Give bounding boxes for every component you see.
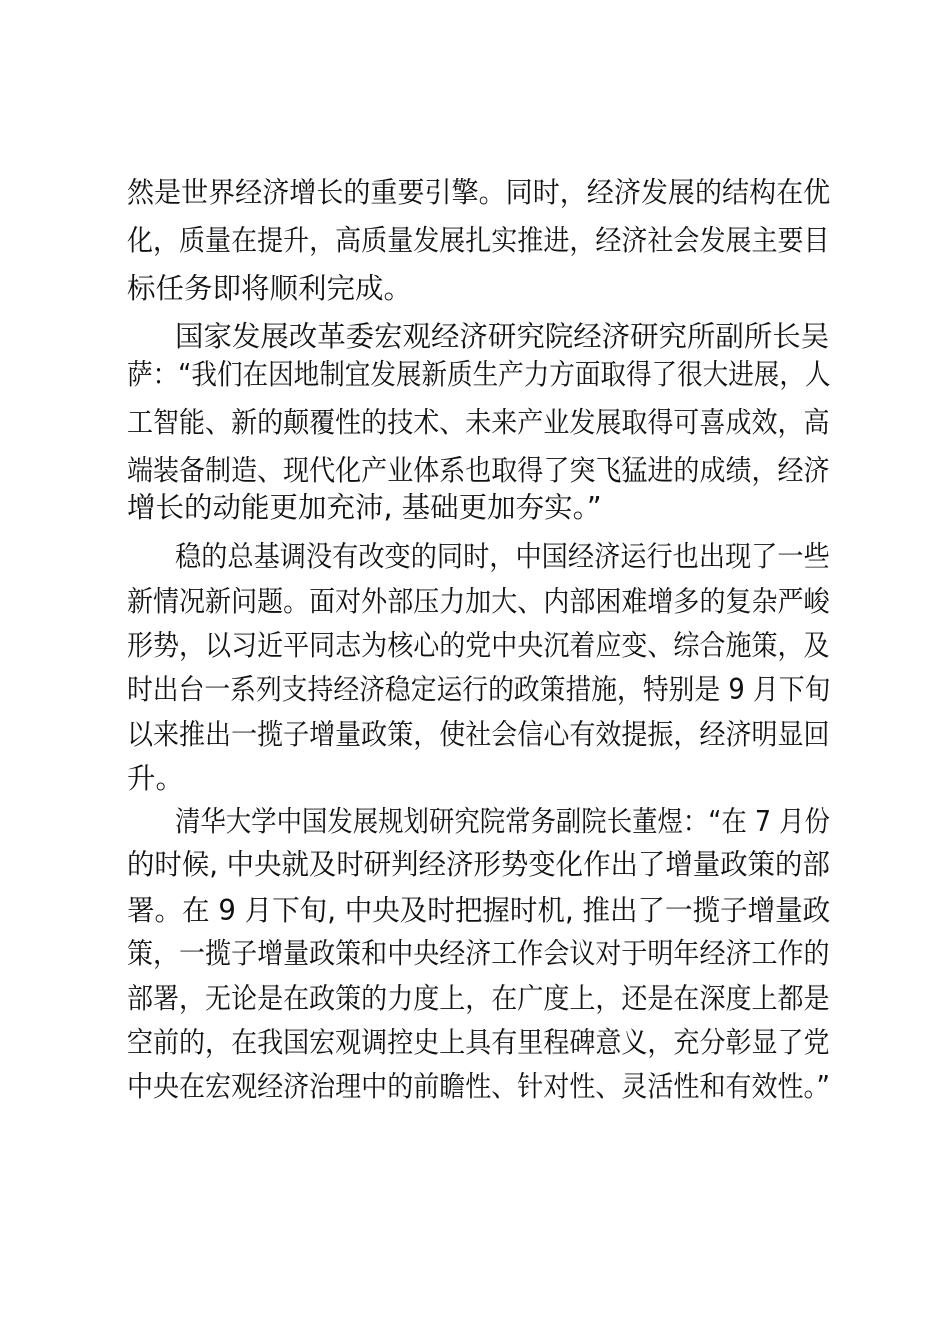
paragraph-3-line-3: 形势，以习近平同志为核心的党中央沉着应变、综合施策，及: [127, 629, 830, 662]
paragraph-2-line-4: 端装备制造、现代化产业体系也取得了突飞猛进的成绩，经济: [127, 454, 830, 487]
paragraph-3-line-1: 稳的总基调没有改变的同时，中国经济运行也出现了一些: [175, 540, 830, 573]
paragraph-4-line-1: 清华大学中国发展规划研究院常务副院长董煜：“在 7 月份: [175, 805, 830, 838]
paragraph-2-line-5: 增长的动能更加充沛, 基础更加夯实。”: [127, 491, 602, 524]
paragraph-4-line-5: 部署，无论是在政策的力度上，在广度上，还是在深度上都是: [127, 982, 830, 1015]
paragraph-4-line-6: 空前的，在我国宏观调控史上具有里程碑意义，充分彰显了党: [127, 1026, 830, 1059]
paragraph-1-line-1: 然是世界经济增长的重要引擎。同时，经济发展的结构在优: [127, 176, 831, 209]
paragraph-2-line-2: 萨：“我们在因地制宜发展新质生产力方面取得了很大进展，人: [127, 358, 831, 391]
paragraph-4-line-3: 署。在 9 月下旬, 中央及时把握时机, 推出了一揽子增量政: [127, 894, 831, 927]
paragraph-4-line-2: 的时候, 中央就及时研判经济形势变化作出了增量政策的部: [127, 848, 830, 881]
paragraph-3-line-6: 升。: [127, 762, 185, 795]
paragraph-4-line-4: 策，一揽子增量政策和中央经济工作会议对于明年经济工作的: [127, 937, 830, 970]
paragraph-4-line-7: 中央在宏观经济治理中的前瞻性、针对性、灵活性和有效性。”: [127, 1070, 831, 1103]
paragraph-3-line-5: 以来推出一揽子增量政策，使社会信心有效提振，经济明显回: [127, 718, 830, 751]
paragraph-3-line-4: 时出台一系列支持经济稳定运行的政策措施，特别是 9 月下旬: [127, 673, 831, 706]
paragraph-3-line-2: 新情况新问题。面对外部压力加大、内部困难增多的复杂严峻: [127, 585, 830, 618]
paragraph-2-line-3: 工智能、新的颠覆性的技术、未来产业发展取得可喜成效，高: [127, 406, 830, 439]
paragraph-1-line-2: 化，质量在提升，高质量发展扎实推进，经济社会发展主要目: [127, 224, 830, 257]
paragraph-1-line-3: 标任务即将顺利完成。: [127, 272, 413, 305]
paragraph-2-line-1: 国家发展改革委宏观经济研究院经济研究所副所长吴: [175, 320, 830, 353]
